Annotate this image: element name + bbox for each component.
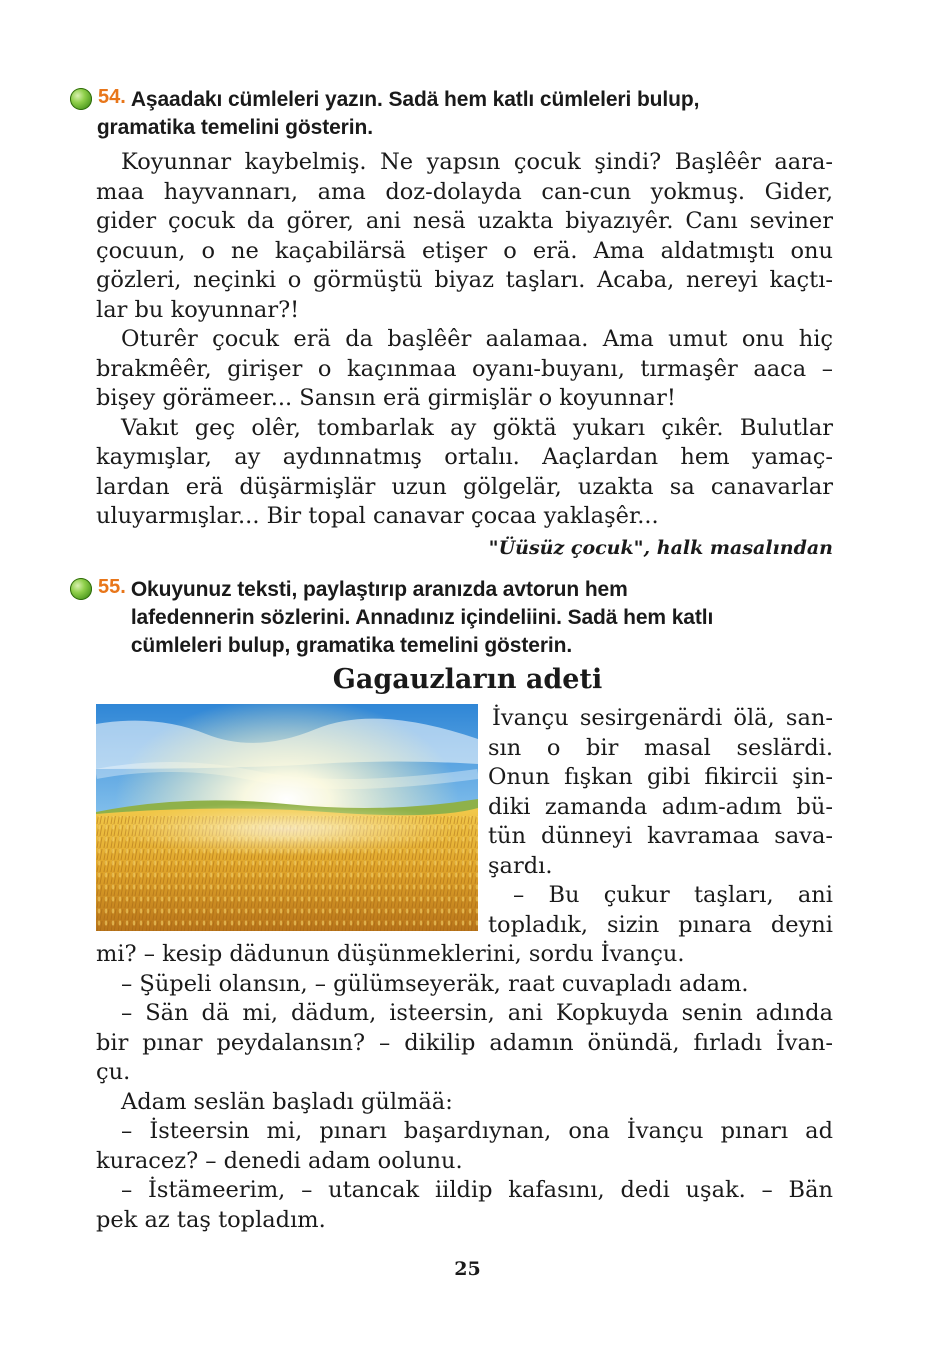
text-line: kuracez? – denedi adam oolunu. — [96, 1147, 463, 1174]
text-line: pek az taş topladım. — [96, 1206, 326, 1233]
text-line: tün dünneyi kavramaa sava- — [488, 823, 833, 849]
page-number: 25 — [454, 1258, 481, 1280]
task-number: 55. — [98, 576, 126, 598]
exercise-text-54 — [96, 148, 833, 532]
text-line: İvançu sesirgenärdi ölä, san- — [492, 705, 833, 731]
text-line: Oturêr çocuk erä da başlêêr aalamaa. Ama umut onu hiç — [121, 326, 833, 352]
text-line: gider çocuk da görer, ani nesä uzakta biyazıyêr. Canı seviner — [96, 208, 833, 234]
story-title: Gagauzların adeti — [332, 664, 603, 695]
text-line: mi? – kesip dädunun düşünmeklerini, sordu İvançu. — [96, 941, 685, 967]
task-55 — [70, 576, 713, 660]
text-line: topladık, sizin pınara deyni — [488, 911, 833, 938]
text-line: Onun fışkan gibi fikircii şin- — [488, 764, 833, 790]
text-line: Koyunnar kaybelmiş. Ne yapsın çocuk şindi? Başlêêr aara- — [121, 149, 833, 175]
text-line: lardan erä düşärmişlär uzun gölgelär, uzakta sa canavarlar — [96, 473, 833, 500]
story-text — [96, 940, 833, 1235]
green-circle-icon — [70, 578, 92, 600]
task-number: 54. — [98, 86, 126, 108]
text-line: çu. — [96, 1059, 131, 1085]
text-line: – Bu çukur taşları, ani — [513, 882, 833, 908]
wheat-field-image — [96, 704, 478, 931]
text-line: kaymışlar, ay aydınnatmış ortalıı. Aaçlardan hem yamaç- — [96, 444, 833, 470]
green-circle-icon — [70, 88, 92, 110]
text-line: sın o bir masal seslärdi. — [488, 734, 833, 761]
story-text-beside-image — [488, 704, 833, 940]
text-line: maa hayvannarı, ama doz-dolayda can-cun yokmuş. Gider, — [96, 178, 833, 205]
text-line: – Sän dä mi, dädum, isteersin, ani Kopkuyda senin adında — [121, 1000, 833, 1026]
text-line: Vakıt geç olêr, tombarlak ay göktä yukarı çıkêr. Bulutlar — [121, 414, 833, 441]
text-source: "Üüsüz çocuk", halk masalından — [488, 537, 833, 559]
text-line: – Şüpeli olansın, – gülümseyeräk, raat cuvapladı adam. — [121, 970, 749, 997]
text-line: bişey görämeer... Sansın erä girmişlär o koyunnar! — [96, 385, 676, 411]
text-line: şardı. — [488, 852, 553, 879]
text-line: Adam seslän başladı gülmää: — [121, 1088, 453, 1115]
text-line: diki zamanda adım-adım bü- — [488, 793, 833, 820]
text-line: brakmêêr, girişer o kaçınmaa oyanı-buyanı, tırmaşêr aaca – — [96, 355, 833, 382]
text-line: uluyarmışlar... Bir topal canavar çocaa yaklaşêr... — [96, 503, 659, 529]
text-line: lar bu koyunnar?! — [96, 296, 300, 323]
text-line: çocuun, o ne kaçabilärsä etişer o erä. Ama aldatmıştı onu — [96, 237, 833, 264]
text-line: gözleri, neçinki o görmüştü biyaz taşları. Acaba, nereyi kaçtı- — [96, 267, 833, 293]
task-instruction: Okuyunuz teksti, paylaştırıp aranızda avtorun hem lafedennerin sözlerini. Annadınız içindeliini. Sadä hem katlı cümleleri bulup, gramatika temelini gösterin. — [130, 578, 714, 657]
text-line: – İsteersin mi, pınarı başardıynan, ona İvançu pınarı ad — [121, 1118, 833, 1144]
text-line: – İstämeerim, – utancak iildip kafasını, dedi uşak. – Bän — [121, 1177, 833, 1203]
task-instruction: Aşaadakı cümleleri yazın. Sadä hem katlı cümleleri bulup, gramatika temelini gösterin. — [96, 88, 700, 139]
task-54 — [70, 86, 699, 142]
text-line: bir pınar peydalansın? – dikilip adamın önündä, fırladı İvan- — [96, 1029, 833, 1056]
